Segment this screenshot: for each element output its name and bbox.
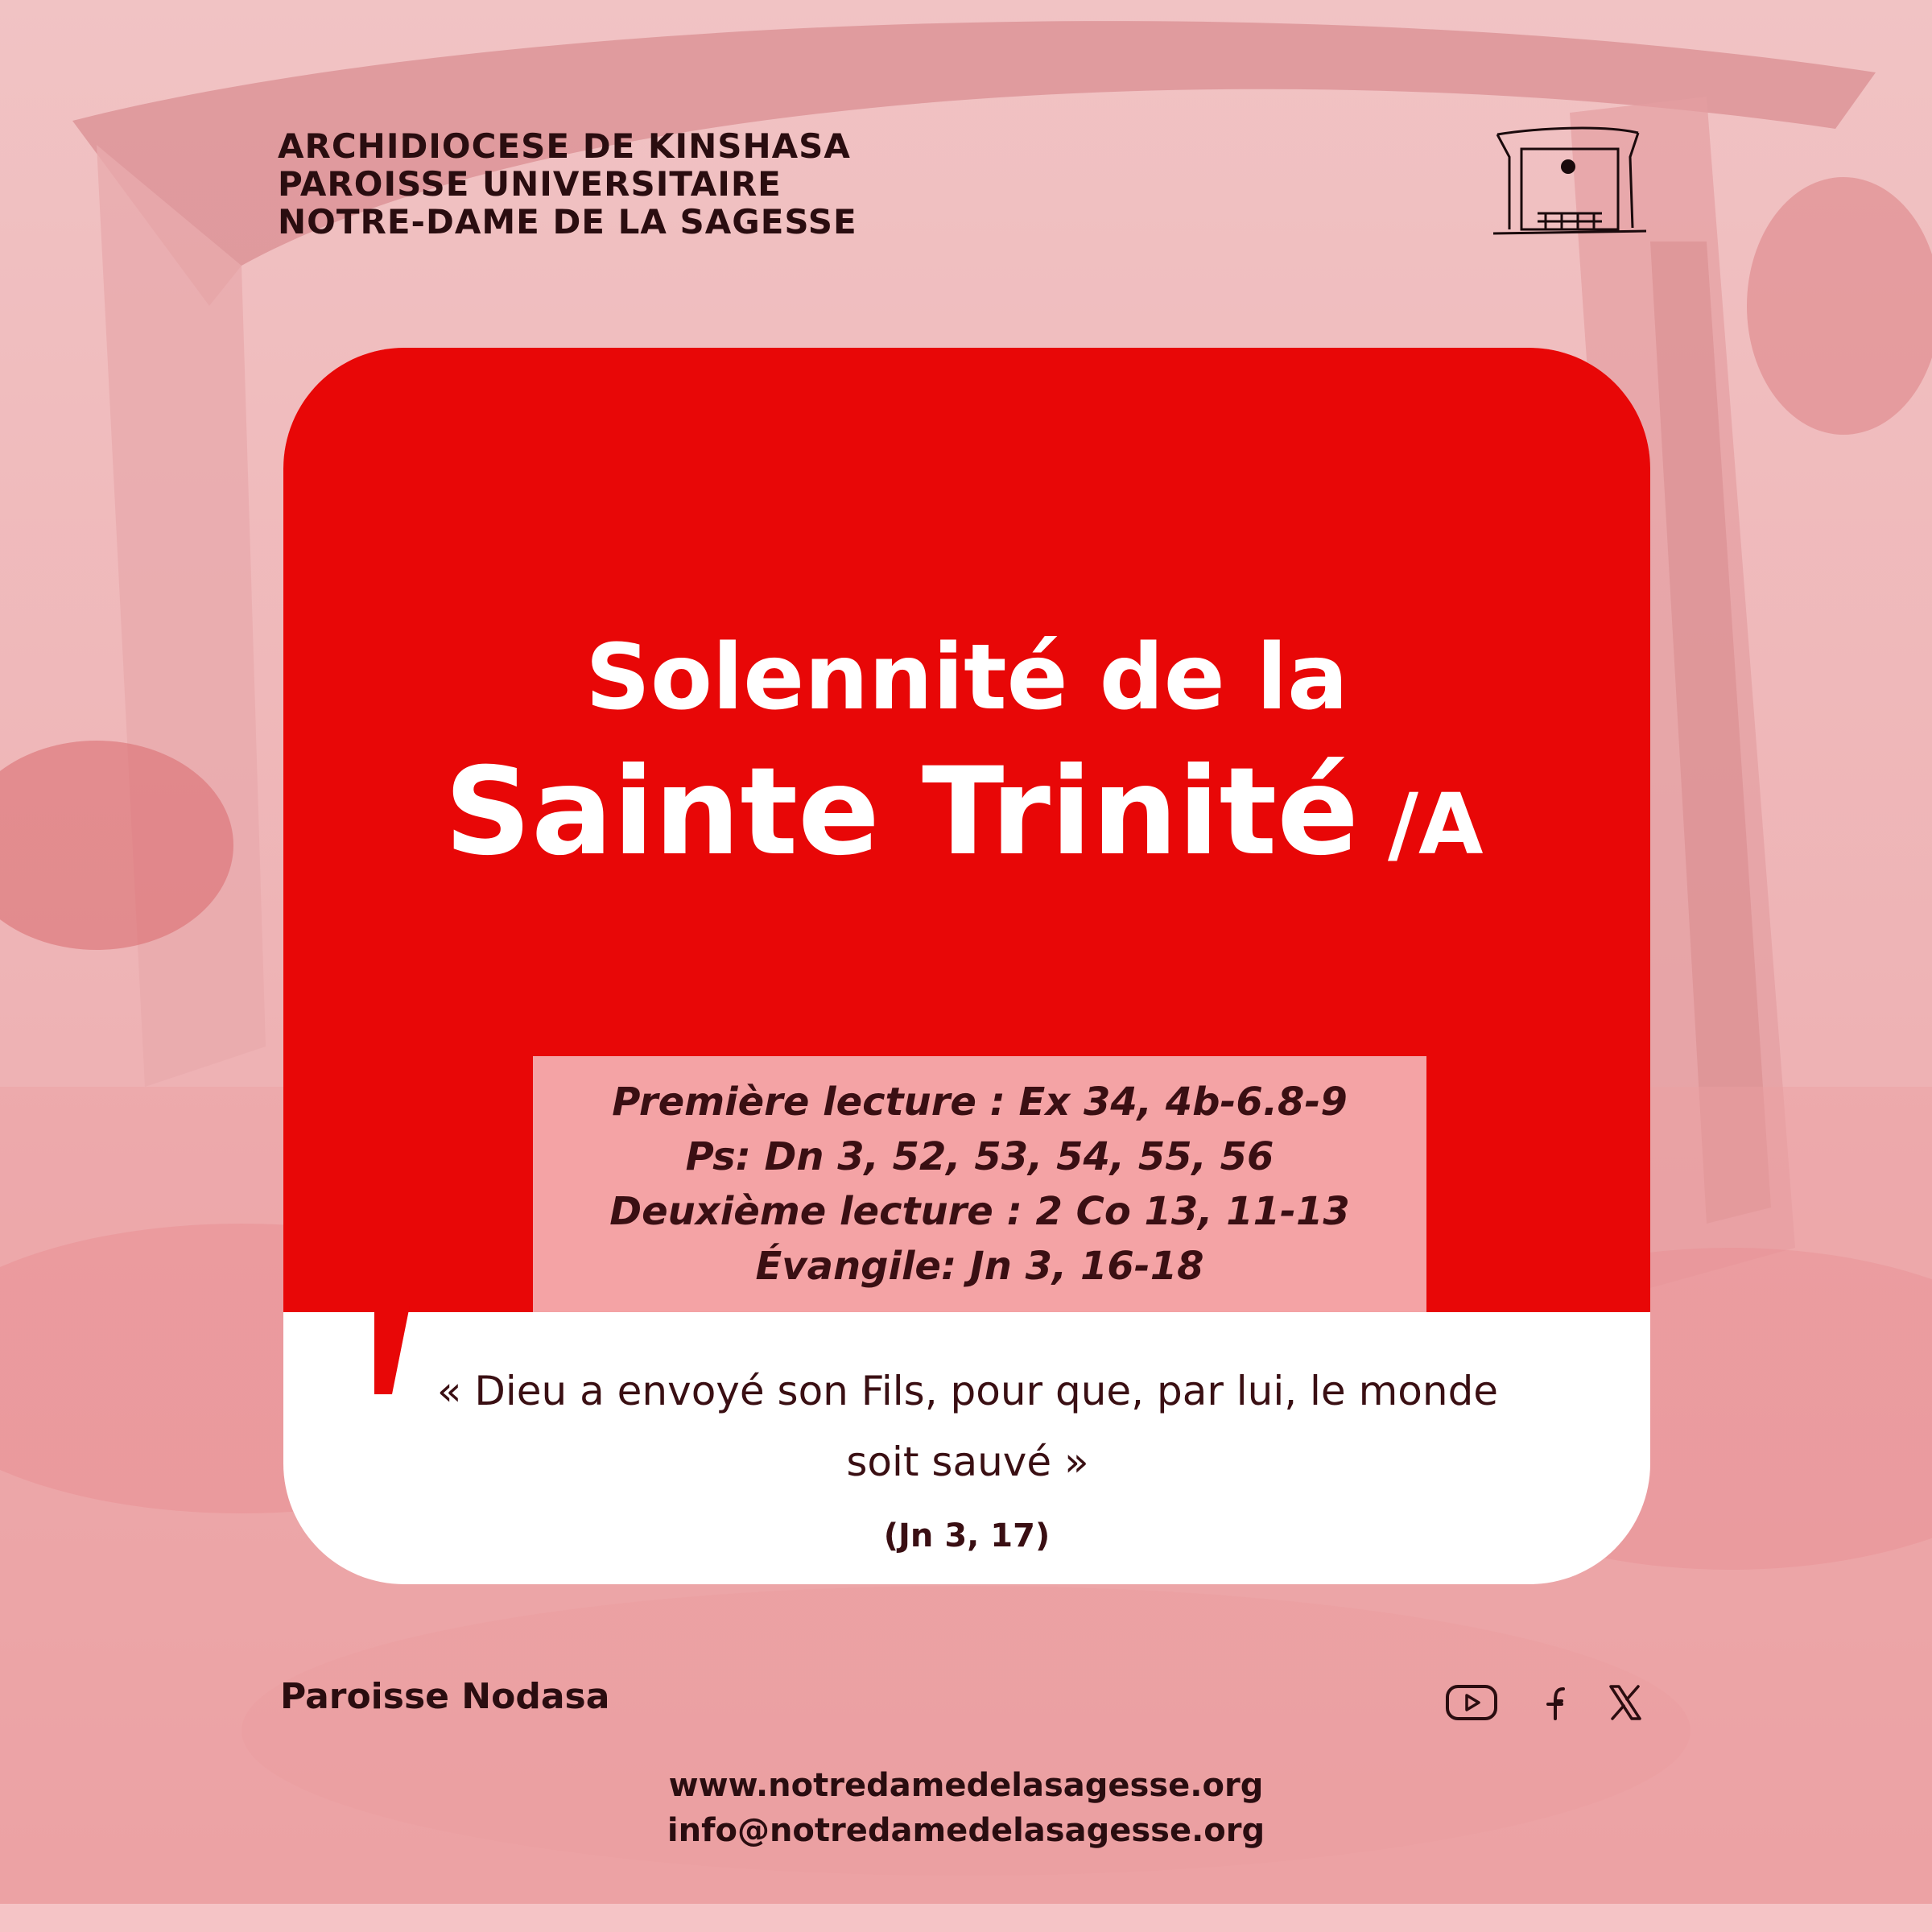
title-line-2 xyxy=(444,744,1483,893)
social-links xyxy=(1445,1678,1654,1727)
header-line-3: NOTRE-DAME DE LA SAGESSE xyxy=(278,202,857,242)
reading-item: Ps: Dn 3, 52, 53, 54, 55, 56 xyxy=(685,1134,1274,1179)
reading-item: Évangile: Jn 3, 16-18 xyxy=(755,1244,1204,1289)
reading-item: Deuxième lecture : 2 Co 13, 11-13 xyxy=(609,1189,1350,1234)
main-card xyxy=(283,348,1650,1584)
header-line-2: PAROISSE UNIVERSITAIRE xyxy=(278,164,782,204)
facebook-icon[interactable] xyxy=(1538,1678,1567,1727)
gospel-quote: « Dieu a envoyé son Fils, pour que, par lui, le monde soit sauvé » xyxy=(436,1368,1499,1485)
quote-reference: (Jn 3, 17) xyxy=(883,1517,1051,1554)
church-building-icon xyxy=(1489,125,1650,237)
reading-item: Première lecture : Ex 34, 4b-6.8-9 xyxy=(612,1080,1348,1125)
contact-block xyxy=(0,1763,1932,1853)
title-line-1: Solennité de la xyxy=(585,625,1348,730)
readings-box xyxy=(533,1056,1426,1312)
header-line-1: ARCHIDIOCESE DE KINSHASA xyxy=(278,126,851,166)
youtube-icon[interactable] xyxy=(1445,1678,1498,1727)
title-suffix: /A xyxy=(1388,775,1484,873)
x-icon[interactable] xyxy=(1606,1678,1645,1727)
title-main: Sainte Trinité xyxy=(444,742,1359,882)
website-link[interactable]: www.notredamedelasagesse.org xyxy=(668,1767,1264,1804)
header-org-name xyxy=(278,127,857,241)
parish-name: Paroisse Nodasa xyxy=(280,1676,610,1717)
email-link[interactable]: info@notredamedelasagesse.org xyxy=(667,1812,1265,1849)
